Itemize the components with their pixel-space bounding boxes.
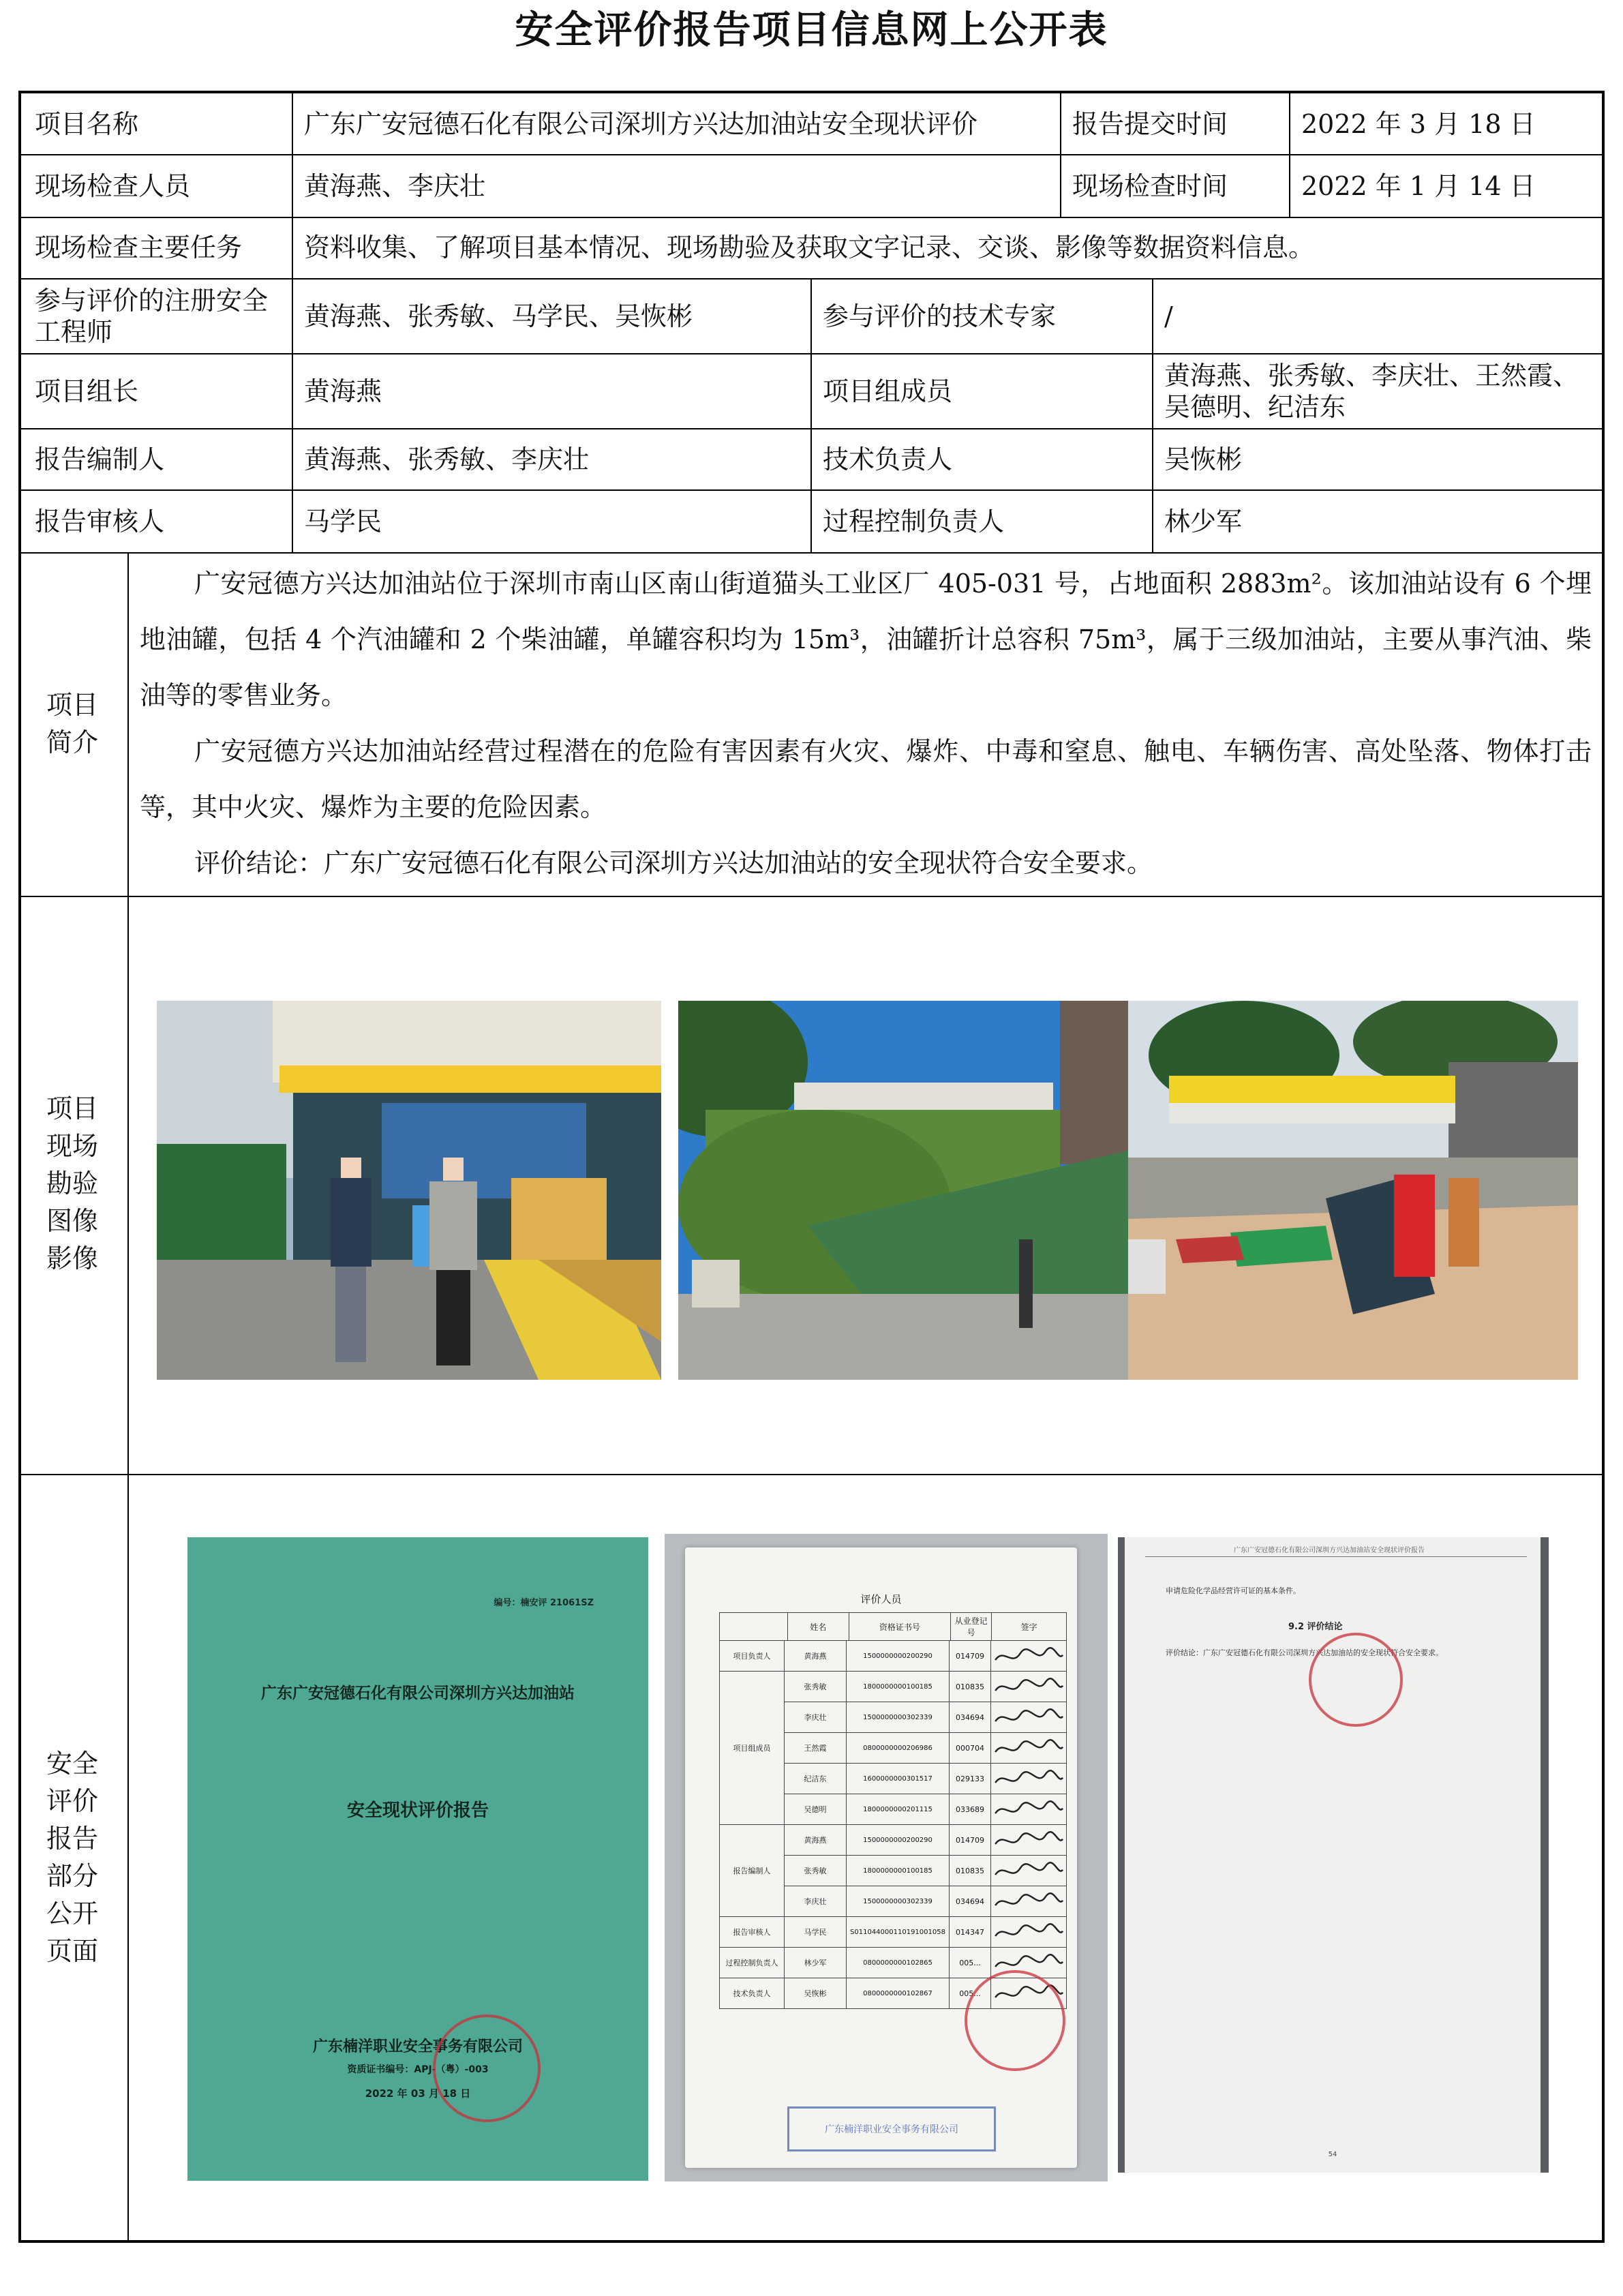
personnel-blue-stamp [787,2106,996,2151]
personnel-reg: 014709 [949,1641,990,1671]
col-name: 姓名 [787,1613,849,1640]
personnel-cert: 1500000000200290 [846,1825,949,1855]
personnel-reg: 014347 [949,1917,990,1947]
personnel-table [719,1612,1067,2009]
personnel-name: 吴恢彬 [784,1978,846,2008]
inspectors-value: 黄海燕、李庆壮 [304,171,486,201]
conclusion-line1: 申请危险化学品经营许可证的基本条件。 [1166,1586,1301,1595]
table-row [784,1641,1066,1671]
cover-cert: 资质证书编号：APJ-（粤）-003 [347,2064,489,2075]
col-reg: 从业登记号 [950,1613,991,1640]
report-conclusion-page [1118,1537,1549,2173]
members-label: 项目组成员 [823,376,953,406]
report-personnel-page [665,1534,1108,2181]
tasks-label: 现场检查主要任务 [35,232,243,262]
personnel-name: 王然霞 [784,1733,846,1763]
table-row [784,1794,1066,1824]
signature-mark [990,1794,1066,1824]
submit-time-label: 报告提交时间 [1072,108,1228,139]
personnel-name: 黄海燕 [784,1825,846,1855]
personnel-reg: 005... [949,1948,990,1978]
leader-label: 项目组长 [35,376,139,406]
personnel-stamp-company: 广东楠洋职业安全事务有限公司 [825,2124,958,2135]
site-photo-vine-wall [678,1001,1128,1380]
reviewer-value: 马学民 [304,507,382,537]
personnel-reg: 010835 [949,1672,990,1702]
personnel-name: 李庆壮 [784,1702,846,1732]
personnel-cert: 1800000000201115 [846,1794,949,1824]
signature-mark [990,1856,1066,1886]
personnel-role: 项目组成员 [733,1744,771,1753]
inspectors-label: 现场检查人员 [35,171,191,201]
conclusion-red-seal [1309,1633,1403,1727]
submit-time-value: 2022 年 3 月 18 日 [1301,108,1536,139]
signature-mark [990,1641,1066,1671]
engineers-label: 参与评价的注册安全工程师 [35,286,269,347]
inspect-time-label: 现场检查时间 [1072,171,1228,201]
personnel-reg: 034694 [949,1886,990,1916]
leader-value: 黄海燕 [304,376,382,406]
conclusion-section: 9.2 评价结论 [1288,1622,1343,1632]
personnel-reg: 034694 [949,1702,990,1732]
site-photo-storefront [157,1001,661,1380]
personnel-cert: 1500000000302339 [846,1886,949,1916]
report-cover-image [187,1537,648,2181]
conclusion-header: 广东广安冠德石化有限公司深圳方兴达加油站安全现状评价报告 [1234,1547,1425,1554]
personnel-name: 黄海燕 [784,1641,846,1671]
tasks-value: 资料收集、了解项目基本情况、现场勘验及获取文字记录、交谈、影像等数据资料信息。 [304,232,1315,262]
personnel-reg: 005... [949,1978,990,2008]
personnel-cert: 1800000000100185 [846,1672,949,1702]
personnel-role: 过程控制负责人 [725,1959,778,1967]
signature-mark [990,1733,1066,1763]
members-value: 黄海燕、张秀敏、李庆壮、王然霞、吴德明、纪洁东 [1164,361,1579,422]
table-row [784,1917,1066,1947]
page-title: 安全评价报告项目信息网上公开表 [515,8,1108,52]
signature-mark [990,1764,1066,1794]
author-value: 黄海燕、张秀敏、李庆壮 [304,444,590,474]
conclusion-page-number: 54 [1328,2151,1337,2158]
intro-paragraph-hazards: 广安冠德方兴达加油站经营过程潜在的危险有害因素有火灾、爆炸、中毒和窒息、触电、车辆伤害、高处坠落、物体打击等，其中火灾、爆炸为主要的危险因素。 [140,736,1592,822]
conclusion-line2: 评价结论：广东广安冠德石化有限公司深圳方兴达加油站的安全现状符合安全要求。 [1166,1648,1443,1657]
table-row [784,1886,1066,1916]
personnel-reg: 010835 [949,1856,990,1886]
intro-paragraph-location: 广安冠德方兴达加油站位于深圳市南山区南山街道猫头工业区厂 405-031 号，占地面积 2883m²。该加油站设有 6 个埋地油罐，包括 4 个汽油罐和 2 个柴油罐，单罐容积均为 15m³，油罐折计总容积 75m³，属于三级加油站，主要从事汽油、柴油等的零售业务。 [140,569,1592,710]
cover-date: 2022 年 03 月 18 日 [365,2087,471,2100]
personnel-name: 张秀敏 [784,1672,846,1702]
cover-publisher: 广东楠洋职业安全事务有限公司 [312,2038,523,2055]
intro-text [140,556,1592,891]
personnel-name: 吴德明 [784,1794,846,1824]
signature-mark [990,1886,1066,1916]
signature-mark [990,1825,1066,1855]
personnel-cert: 1500000000302339 [846,1702,949,1732]
personnel-reg: 014709 [949,1825,990,1855]
personnel-reg: 000704 [949,1733,990,1763]
cover-stamp-seal [433,2014,541,2122]
col-sign: 签字 [991,1613,1066,1640]
personnel-cert: 0800000000206986 [846,1733,949,1763]
personnel-role: 报告审核人 [733,1928,771,1937]
process-value: 林少军 [1164,507,1243,537]
personnel-cert: 1600000000301517 [846,1764,949,1794]
personnel-role-group [719,1825,1067,1917]
personnel-role: 技术负责人 [733,1989,771,1998]
report-pages-label: 安全评价报告部分公开页面 [46,1749,98,1966]
personnel-role: 项目负责人 [733,1652,771,1661]
personnel-name: 纪洁东 [784,1764,846,1794]
personnel-role: 报告编制人 [733,1867,771,1875]
table-row [784,1732,1066,1763]
experts-value: / [1164,301,1173,331]
process-label: 过程控制负责人 [823,507,1005,537]
author-label: 报告编制人 [35,444,165,474]
cover-number: 编号：楠安评 21061SZ [494,1598,594,1608]
intro-label: 项目简介 [46,690,98,757]
cover-report-title: 安全现状评价报告 [346,1800,489,1821]
personnel-heading: 评价人员 [860,1593,902,1605]
personnel-name: 马学民 [784,1917,846,1947]
engineers-value: 黄海燕、张秀敏、马学民、吴恢彬 [304,301,693,331]
personnel-name: 李庆壮 [784,1886,846,1916]
signature-mark [990,1672,1066,1702]
tech-lead-label: 技术负责人 [823,444,953,474]
personnel-cert: S011044000110191001058 [846,1917,949,1947]
personnel-cert: 1800000000100185 [846,1856,949,1886]
tech-lead-value: 吴恢彬 [1164,444,1243,474]
personnel-role-group [719,1917,1067,1948]
personnel-role-group [719,1641,1067,1672]
table-row [784,1672,1066,1702]
inspect-time-value: 2022 年 1 月 14 日 [1301,171,1536,201]
personnel-reg: 033689 [949,1794,990,1824]
table-row [784,1763,1066,1794]
signature-mark [990,1702,1066,1732]
signature-mark [990,1917,1066,1947]
cover-company: 广东广安冠德石化有限公司深圳方兴达加油站 [261,1685,575,1702]
project-name-label: 项目名称 [35,108,139,139]
personnel-reg: 029133 [949,1764,990,1794]
personnel-role-group [719,1672,1067,1825]
site-photo-tank-inspection [1128,1001,1578,1380]
col-cert: 资格证书号 [849,1613,950,1640]
experts-label: 参与评价的技术专家 [823,301,1057,331]
site-photos-label: 项目现场勘验图像影像 [46,1093,98,1273]
personnel-cert: 0800000000102865 [846,1948,949,1978]
reviewer-label: 报告审核人 [35,507,165,537]
intro-paragraph-conclusion: 评价结论：广东广安冠德石化有限公司深圳方兴达加油站的安全现状符合安全要求。 [194,848,1153,878]
personnel-cert: 0800000000102867 [846,1978,949,2008]
personnel-cert: 1500000000200290 [846,1641,949,1671]
personnel-name: 林少军 [784,1948,846,1978]
project-name-value: 广东广安冠德石化有限公司深圳方兴达加油站安全现状评价 [304,108,978,139]
personnel-name: 张秀敏 [784,1856,846,1886]
table-row [784,1855,1066,1886]
table-row [784,1702,1066,1732]
table-row [784,1825,1066,1855]
personnel-red-seal [965,1970,1065,2071]
